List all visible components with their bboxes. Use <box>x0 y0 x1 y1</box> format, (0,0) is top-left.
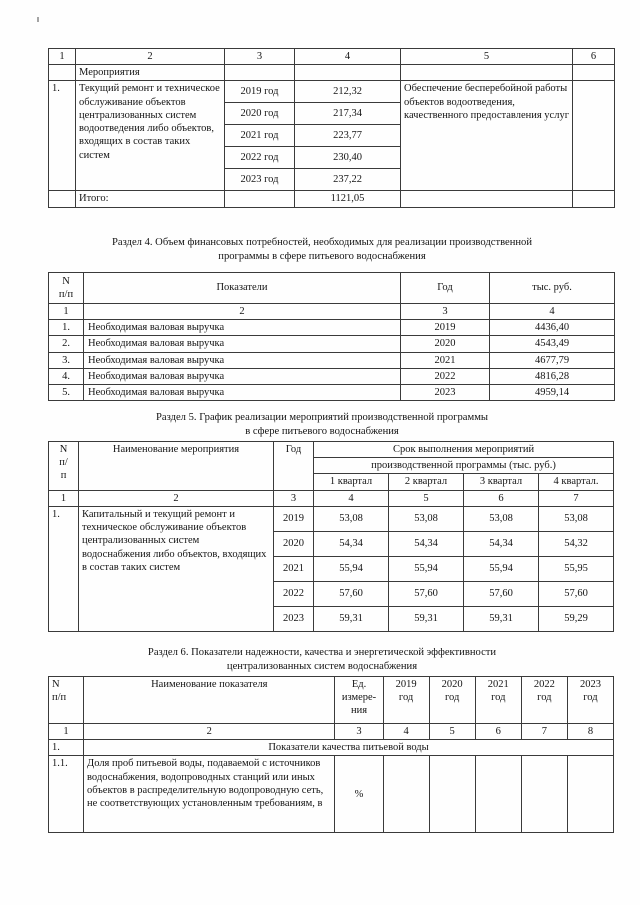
quarter-1-value: 57,60 <box>314 581 389 606</box>
value-cell: 4959,14 <box>490 385 615 401</box>
row-number: 5. <box>49 385 84 401</box>
empty-cell <box>573 191 615 207</box>
header-indicators: Показатели <box>84 273 401 304</box>
section-4-heading-line-1: Раздел 4. Объем финансовых потребностей, необходимых для реализации производственной <box>111 237 533 248</box>
table-wastewater-measures <box>48 48 615 208</box>
quarter-2-value: 53,08 <box>389 506 464 531</box>
quarter-4-value: 53,08 <box>539 506 614 531</box>
year-value: 2022 <box>533 679 555 690</box>
group-row-number: 1. <box>49 740 84 756</box>
header-deadline-line-2: производственной программы (тыс. руб.) <box>314 458 614 474</box>
row-number: 1.1. <box>49 756 84 833</box>
header-year-2023 <box>567 677 613 724</box>
year-word: год <box>491 692 506 704</box>
header-year: Год <box>274 442 314 491</box>
row-number: 1. <box>49 81 76 191</box>
col-number-8: 8 <box>567 724 613 740</box>
year-cell: 2019 <box>274 506 314 531</box>
indicator-name: Необходимая валовая выручка <box>84 320 401 336</box>
table-row-total <box>49 191 615 207</box>
row-number: 3. <box>49 352 84 368</box>
header-measure-name: Наименование мероприятия <box>79 442 274 491</box>
measure-description: Обеспечение бесперебойной работы объектов водоотведения, качественного предоставления услуг <box>401 81 573 191</box>
quarter-2-value: 57,60 <box>389 581 464 606</box>
quarter-1-value: 59,31 <box>314 606 389 631</box>
value-cell: 223,77 <box>295 125 401 147</box>
indicator-name: Необходимая валовая выручка <box>84 336 401 352</box>
group-row-title: Показатели качества питьевой воды <box>84 740 614 756</box>
quarter-3-value: 54,34 <box>464 531 539 556</box>
section-6-heading-line-1: Раздел 6. Показатели надежности, качества и энергетической эффективности <box>147 647 497 658</box>
col-number-6: 6 <box>475 724 521 740</box>
year-cell: 2021 <box>401 352 490 368</box>
col-number-6: 6 <box>573 49 615 65</box>
header-n-line-1: N <box>62 275 70 287</box>
section-4-heading <box>52 236 592 264</box>
quarter-1-value: 54,34 <box>314 531 389 556</box>
year-cell: 2023 <box>401 385 490 401</box>
header-n-line-2: п/ <box>59 457 68 469</box>
unit-cell: % <box>335 756 383 833</box>
header-quarter-2: 2 квартал <box>389 474 464 490</box>
col-number-1: 1 <box>49 490 79 506</box>
quarter-2-value: 54,34 <box>389 531 464 556</box>
empty-cell <box>225 65 295 81</box>
empty-cell <box>49 65 76 81</box>
year-cell: 2020 <box>401 336 490 352</box>
measure-name: Текущий ремонт и техническое обслуживание объектов централизованных систем водоотведения либо объектов, входящих в состав таких систем <box>76 81 225 191</box>
header-year-2021 <box>475 677 521 724</box>
quarter-3-value: 53,08 <box>464 506 539 531</box>
quarter-1-value: 55,94 <box>314 556 389 581</box>
quarter-3-value: 57,60 <box>464 581 539 606</box>
col-number-2: 2 <box>84 724 335 740</box>
quarter-3-value: 59,31 <box>464 606 539 631</box>
section-6-heading-line-2: централизованных систем водоснабжения <box>226 660 418 672</box>
empty-cell <box>225 191 295 207</box>
header-deadline-line-1: Срок выполнения мероприятий <box>314 442 614 458</box>
header-n-line-2: п/п <box>52 692 67 704</box>
quarter-4-value: 54,32 <box>539 531 614 556</box>
header-row-number <box>49 442 79 491</box>
quarter-2-value: 55,94 <box>389 556 464 581</box>
col-number-1: 1 <box>49 304 84 320</box>
section-5-heading <box>52 411 592 439</box>
year-word: год <box>445 692 460 704</box>
table-row-subtitle <box>49 65 615 81</box>
header-n-line-1: N <box>52 679 60 690</box>
header-n-line-1: N <box>59 444 68 455</box>
table-row <box>49 368 615 384</box>
year-cell: 2021 год <box>225 125 295 147</box>
measure-name: Капитальный и текущий ремонт и техническое обслуживание объектов централизованных систем водоснабжения либо объектов, входящих в состав таких систем <box>79 506 274 631</box>
header-year: Год <box>401 273 490 304</box>
quarter-3-value: 55,94 <box>464 556 539 581</box>
empty-cell <box>49 191 76 207</box>
value-2023 <box>567 756 613 833</box>
section-5-heading-line-2: в сфере питьевого водоснабжения <box>245 425 399 437</box>
indicator-name: Необходимая валовая выручка <box>84 352 401 368</box>
table-row <box>49 756 614 833</box>
year-value: 2023 <box>579 679 601 690</box>
header-unit-line-3: ния <box>350 705 368 717</box>
table-row <box>49 385 615 401</box>
col-number-3: 3 <box>401 304 490 320</box>
quarter-4-value: 57,60 <box>539 581 614 606</box>
col-number-3: 3 <box>225 49 295 65</box>
col-number-3: 3 <box>274 490 314 506</box>
value-2020 <box>429 756 475 833</box>
value-2022 <box>521 756 567 833</box>
col-number-2: 2 <box>84 304 401 320</box>
value-cell: 230,40 <box>295 147 401 169</box>
col-number-2: 2 <box>76 49 225 65</box>
year-cell: 2021 <box>274 556 314 581</box>
year-cell: 2019 год <box>225 81 295 103</box>
table-row <box>49 81 615 103</box>
empty-cell <box>401 191 573 207</box>
col-number-5: 5 <box>389 490 464 506</box>
table-header-row <box>49 273 615 304</box>
total-label: Итого: <box>76 191 225 207</box>
quarter-1-value: 53,08 <box>314 506 389 531</box>
indicator-name: Необходимая валовая выручка <box>84 368 401 384</box>
empty-cell <box>573 81 615 191</box>
empty-cell <box>573 65 615 81</box>
col-number-2: 2 <box>79 490 274 506</box>
year-cell: 2023 <box>274 606 314 631</box>
empty-cell <box>401 65 573 81</box>
value-cell: 4543,49 <box>490 336 615 352</box>
header-unit <box>335 677 383 724</box>
header-n-line-2: п/п <box>58 289 74 300</box>
table-reliability-indicators <box>48 676 614 833</box>
year-value: 2021 <box>487 679 509 690</box>
value-2019 <box>383 756 429 833</box>
header-year-2022 <box>521 677 567 724</box>
table-row <box>49 352 615 368</box>
year-cell: 2022 <box>274 581 314 606</box>
year-word: год <box>537 692 552 704</box>
table-financial-needs <box>48 272 615 401</box>
table-row-column-numbers <box>49 304 615 320</box>
value-2021 <box>475 756 521 833</box>
quarter-4-value: 59,29 <box>539 606 614 631</box>
section-4-heading-line-2: программы в сфере питьевого водоснабжения <box>218 250 426 262</box>
indicator-name: Необходимая валовая выручка <box>84 385 401 401</box>
value-cell: 217,34 <box>295 103 401 125</box>
header-year-2019 <box>383 677 429 724</box>
col-number-4: 4 <box>295 49 401 65</box>
row-number: 4. <box>49 368 84 384</box>
header-thousand-rub: тыс. руб. <box>490 273 615 304</box>
empty-cell <box>295 65 401 81</box>
header-unit-line-1: Ед. <box>351 679 367 690</box>
header-quarter-1: 1 квартал <box>314 474 389 490</box>
scan-artifact-speck <box>37 17 39 22</box>
header-year-2020 <box>429 677 475 724</box>
header-indicator-name: Наименование показателя <box>84 677 335 724</box>
year-word: год <box>583 692 598 704</box>
row-number: 1. <box>49 506 79 631</box>
header-quarter-4: 4 квартал. <box>539 474 614 490</box>
measures-label: Мероприятия <box>76 65 225 81</box>
col-number-7: 7 <box>539 490 614 506</box>
quarter-4-value: 55,95 <box>539 556 614 581</box>
col-number-4: 4 <box>490 304 615 320</box>
row-number: 2. <box>49 336 84 352</box>
value-cell: 4677,79 <box>490 352 615 368</box>
table-row <box>49 506 614 531</box>
table-row <box>49 320 615 336</box>
indicator-name: Доля проб питьевой воды, подаваемой с источников водоснабжения, водопроводных станций или иных объектов в распределительную водопроводную сеть, не соответствующих установленным требованиям, в <box>84 756 335 833</box>
col-number-1: 1 <box>49 724 84 740</box>
header-unit-line-2: измере- <box>341 692 377 704</box>
table-header-row <box>49 677 614 724</box>
col-number-5: 5 <box>401 49 573 65</box>
section-6-heading <box>52 646 592 674</box>
table-header-row <box>49 442 614 458</box>
value-cell: 237,22 <box>295 169 401 191</box>
year-cell: 2022 год <box>225 147 295 169</box>
year-value: 2020 <box>441 679 463 690</box>
section-5-heading-line-1: Раздел 5. График реализации мероприятий производственной программы <box>155 412 489 423</box>
year-cell: 2022 <box>401 368 490 384</box>
header-n-line-3: п <box>60 470 67 482</box>
table-row-column-numbers <box>49 724 614 740</box>
total-value: 1121,05 <box>295 191 401 207</box>
table-implementation-schedule <box>48 441 614 632</box>
table-row <box>49 336 615 352</box>
col-number-7: 7 <box>521 724 567 740</box>
col-number-6: 6 <box>464 490 539 506</box>
header-row-number <box>49 677 84 724</box>
header-row-number <box>49 273 84 304</box>
col-number-4: 4 <box>383 724 429 740</box>
year-cell: 2023 год <box>225 169 295 191</box>
year-cell: 2020 <box>274 531 314 556</box>
col-number-5: 5 <box>429 724 475 740</box>
year-cell: 2019 <box>401 320 490 336</box>
value-cell: 4816,28 <box>490 368 615 384</box>
year-cell: 2020 год <box>225 103 295 125</box>
quarter-2-value: 59,31 <box>389 606 464 631</box>
value-cell: 4436,40 <box>490 320 615 336</box>
value-cell: 212,32 <box>295 81 401 103</box>
col-number-3: 3 <box>335 724 383 740</box>
year-word: год <box>398 692 414 704</box>
header-quarter-3: 3 квартал <box>464 474 539 490</box>
row-number: 1. <box>49 320 84 336</box>
table-row-group-header <box>49 740 614 756</box>
table-row-column-numbers <box>49 490 614 506</box>
col-number-4: 4 <box>314 490 389 506</box>
year-value: 2019 <box>395 679 417 690</box>
table-row-column-numbers <box>49 49 615 65</box>
col-number-1: 1 <box>49 49 76 65</box>
